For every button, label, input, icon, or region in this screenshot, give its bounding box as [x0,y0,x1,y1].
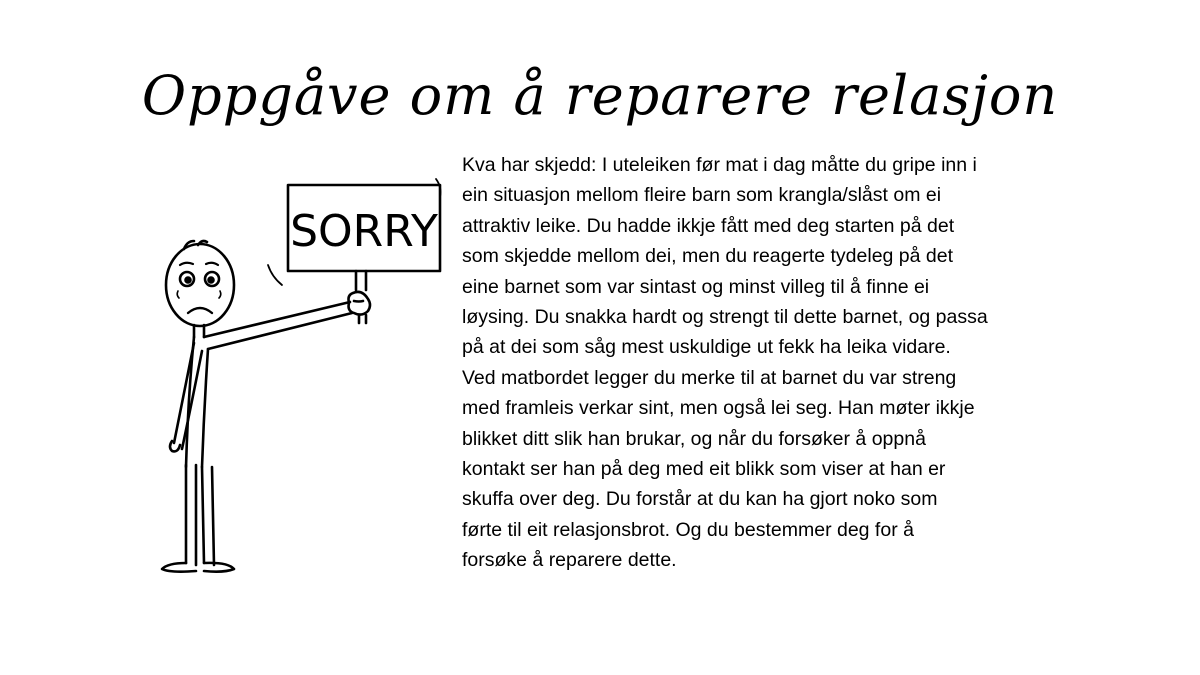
slide-title: Oppgåve om å reparere relasjon [141,64,1059,127]
body-line: Kva har skjedd: I uteleiken før mat i dag måtte du gripe inn i [462,154,977,176]
body-line: på at dei som såg mest uskuldige ut fekk ha leika vidare. [462,336,951,359]
body-line: ein situasjon mellom fleire barn som krangla/slåst om ei [462,184,942,207]
body-line: kontakt ser han på deg med eit blikk som viser at han er [462,458,946,481]
body-line: blikket ditt slik han brukar, og når du forsøker å oppnå [462,427,926,450]
body-line: som skjedde mellom dei, men du reagerte tydeleg på det [462,245,954,268]
body-line: løysing. Du snakka hardt og strengt til dette barnet, og passa [462,306,988,329]
body-text [462,150,1052,576]
body-line: med framleis verkar sint, men også lei seg. Han møter ikkje [462,397,975,420]
body-line: forsøke å reparere dette. [462,549,677,572]
sign-text: SORRY [290,206,438,257]
body-line: Ved matbordet legger du merke til at barnet du var streng [462,366,957,389]
body-line: førte til eit relasjonsbrot. Og du bestemmer deg for å [462,518,914,541]
stick-figure-sorry-sign-illustration [150,165,460,575]
body-line: attraktiv leike. Du hadde ikkje fått med deg starten på det [462,214,955,237]
body-line: eine barnet som var sintast og minst villeg til å finne ei [462,275,930,298]
body-line: skuffa over deg. Du forstår at du kan ha gjort noko som [462,488,938,511]
head [166,244,234,326]
